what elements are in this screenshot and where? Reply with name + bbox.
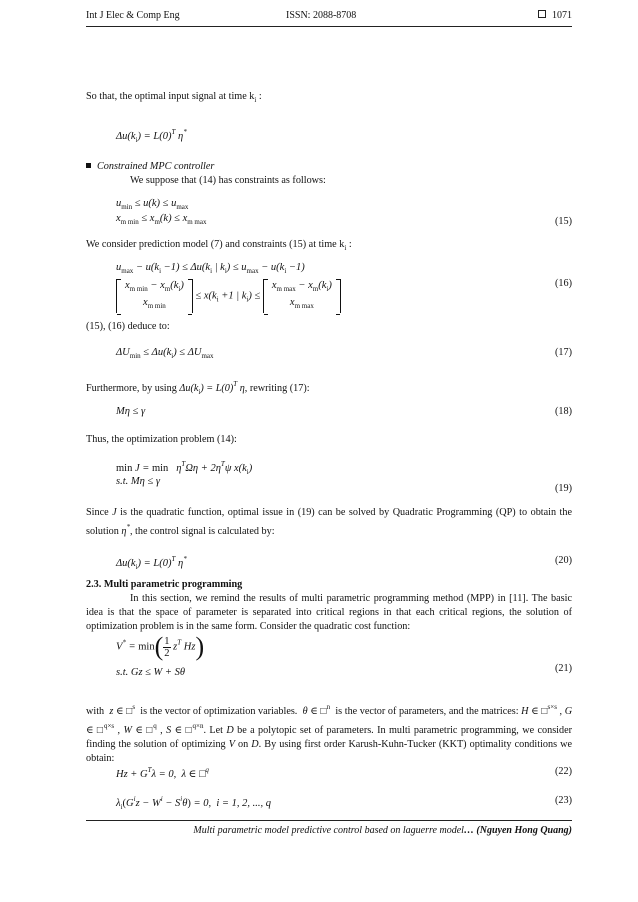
paragraph-qp: Since J is the quadratic function, optimal issue in (19) can be solved by Quadratic Programming (QP) to obtain the solution η*, the control signal is calculated by: [86, 507, 573, 537]
equation-21-line2: s.t. Gz ≤ W + Sθ [116, 667, 186, 678]
equation-18: Mη ≤ γ [116, 406, 146, 417]
paragraph-definitions: with z ∈ □$^s$ is the vector of optimization variables. θ ∈ □$^n$ is the vector of parameters, and the matrices: H ∈ □$^{s\times s}$ , G ∈ □$^{q\times s}$ , W ∈ □$^q$ , S ∈ □$^{q\times n}$. Let D be a polytopic set of parameters. In multi parametric programming, we consider finding the solution of optimizing V on D. By using first order Karush-Kuhn-Tucker (KKT) optimality conditions we obtain: [86, 703, 573, 764]
bullet-icon [86, 163, 91, 168]
equation-number-16: (16) [555, 278, 572, 289]
footer-author: … (Nguyen Hong Quang) [463, 825, 572, 836]
equation-22: $Hz + G^T\lambda = 0$, λ ∈ □$^q$ [116, 766, 209, 780]
paragraph-constraints: We suppose that (14) has constraints as follows: [130, 175, 326, 186]
equation-number-20: (20) [555, 555, 572, 566]
equation-16-line2: $x_{m min} - x_m(k_i)$ $x_{m min}$ ≤ $x(k_i +1$ | $k_i$) ≤ $x_{m max} - x_m(k_i)$ $x_{m max}$ [116, 279, 341, 313]
equation-number-19: (19) [555, 483, 572, 494]
running-footer [86, 820, 572, 836]
equation-number-15: (15) [555, 216, 572, 227]
equation-delta-u: $\Delta u(k_i) = L(0)^T$ η* [116, 128, 187, 144]
equation-number-23: (23) [555, 795, 572, 806]
section-heading: 2.3. Multi parametric programming [86, 579, 243, 590]
matrix-lower-bound: $x_{m min} - x_m(k_i)$ $x_{m min}$ [116, 279, 193, 313]
equation-16-line1: $u_{max} - u(k_i -1) \le \Delta u(k_i$ | $k_i) \le u_{max} - u(k_i -1)$ [116, 262, 305, 275]
footer-title: Multi parametric model predictive control based on laguerre model [193, 825, 464, 836]
matrix-upper-bound: $x_{m max} - x_m(k_i)$ $x_{m max}$ [263, 279, 341, 313]
paragraph-optimal-input: So that, the optimal input signal at time $k_i$ : [86, 91, 262, 104]
issn: ISSN: 2088-8708 [286, 10, 357, 21]
equation-19-line2: s.t. Mη ≤ γ [116, 476, 160, 487]
equation-number-22: (22) [555, 766, 572, 777]
checkbox-icon [538, 10, 546, 18]
equation-number-17: (17) [555, 347, 572, 358]
paragraph-mpp-intro: In this section, we remind the results of multi parametric programming method (MPP) in [11]. The basic idea is that the space of parameter is separated into critical regions in that each critical regions, the solution of optimization problem is in the same form. Consider the quadratic cost function: [86, 593, 572, 632]
equation-23: $\lambda_i(G^iz - W^i - S^i\theta) = 0$, i = 1, 2, ..., q [116, 795, 271, 811]
equation-19-line1: $\min J = \min \eta^T\Omega\eta + 2\eta^T\psi$ $x(k_i)$ [116, 460, 253, 476]
paragraph-optimization: Thus, the optimization problem (14): [86, 434, 237, 445]
equation-number-21: (21) [555, 663, 572, 674]
paragraph-prediction-model: We consider prediction model (7) and constraints (15) at time $k_i$ : [86, 239, 352, 252]
page-number: 1071 [552, 10, 572, 21]
paragraph-rewriting: Furthermore, by using $\Delta u(k_i) = L(0)^T$ η, rewriting (17): [86, 380, 310, 396]
running-header [86, 10, 572, 27]
bullet-constrained-mpc: Constrained MPC controller [86, 160, 572, 174]
journal-name: Int J Elec & Comp Eng [86, 10, 180, 21]
equation-17: $\Delta U_{min} \le \Delta u(k_i) \le \Delta U_{max}$ [116, 347, 214, 360]
equation-15-line1: $u_{min} \le u(k) \le u_{max}$ [116, 198, 189, 211]
paragraph-deduce: (15), (16) deduce to: [86, 321, 170, 332]
equation-number-18: (18) [555, 406, 572, 417]
equation-15-line2: $x_{m min} \le x_m(k) \le x_{m max}$ [116, 213, 207, 226]
page-number-wrap [538, 10, 572, 21]
equation-20: $\Delta u(k_i) = L(0)^T$ η* [116, 555, 187, 571]
equation-21-line1: V* = min( $\frac{1}{2}$ $z^T$ Hz) [116, 632, 205, 661]
